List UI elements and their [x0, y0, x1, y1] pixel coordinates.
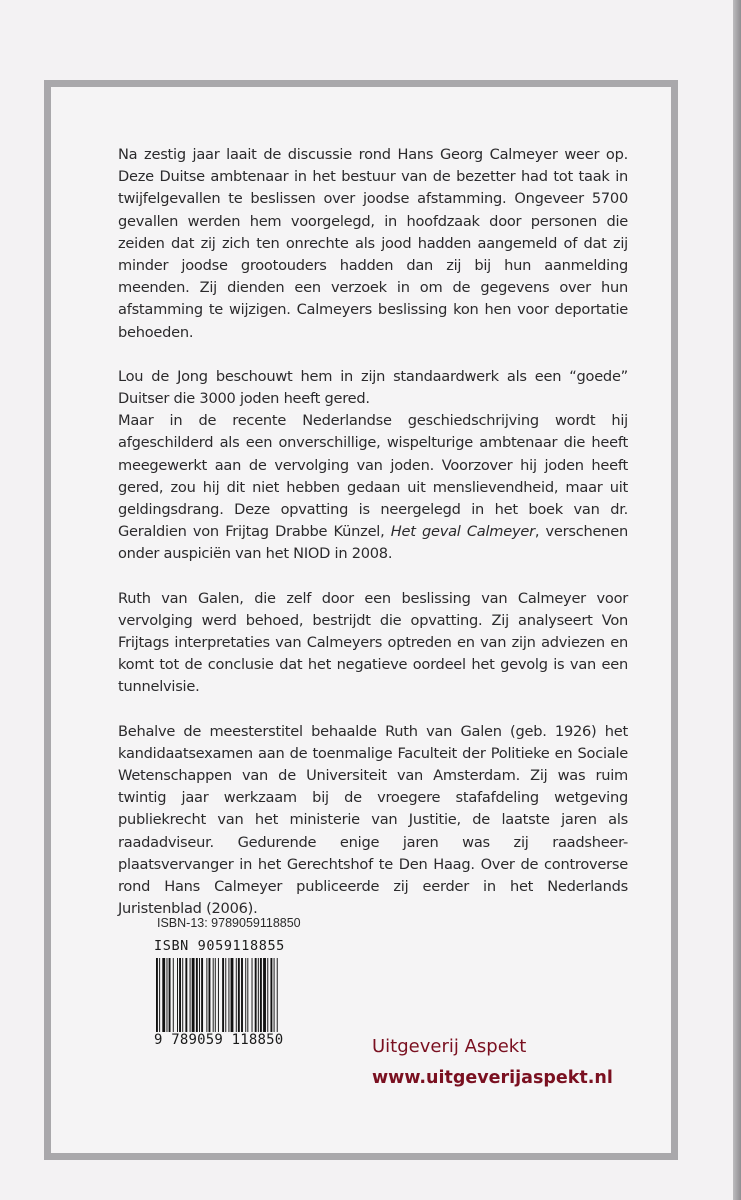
- barcode-bar: [245, 958, 246, 1032]
- barcode-bar: [260, 958, 262, 1032]
- barcode-bar: [225, 958, 226, 1032]
- barcode-bar: [277, 958, 278, 1032]
- barcode-bar: [190, 958, 191, 1032]
- barcode-bar: [169, 958, 171, 1032]
- barcode-bar: [231, 958, 234, 1032]
- barcode-bar: [247, 958, 248, 1032]
- publisher-website: www.uitgeverijaspekt.nl: [372, 1068, 613, 1088]
- barcode-bar: [167, 958, 168, 1032]
- barcode-bar: [179, 958, 181, 1032]
- blurb-paragraph-4: Behalve de meesterstitel behaalde Ruth van Galen (geb. 1926) het kandidaatsexamen aan de toenmalige Faculteit der Politieke en Sociale Wetenschappen van de Universiteit van Amsterdam. Zij was ruim twintig jaar werkzaam bij de vroegere stafafdeling wetgeving publiekrecht van het ministerie van Justitie, de laatste jaren als raadadviseur. Gedurende enige jaren was zij raadsheer- plaatsvervanger in het Gerechtshof te Den Haag. Over de controverse rond Hans Calmeyer publiceerde zij eerder in het Nederlands Juristenblad (2006).: [118, 722, 628, 918]
- barcode-bar: [196, 958, 198, 1032]
- barcode-bar: [185, 958, 187, 1032]
- isbn10-label: ISBN 9059118855: [154, 938, 285, 954]
- barcode-bar: [201, 958, 203, 1032]
- barcode-bar: [199, 958, 200, 1032]
- barcode-bar: [255, 958, 257, 1032]
- barcode-bar: [263, 958, 266, 1032]
- barcode-bar: [236, 958, 237, 1032]
- publisher-name: Uitgeverij Aspekt: [372, 1036, 527, 1057]
- barcode-bar: [162, 958, 165, 1032]
- barcode-bar: [215, 958, 216, 1032]
- book-edge: [733, 0, 741, 1200]
- barcode-bar: [228, 958, 229, 1032]
- barcode-bar: [267, 958, 268, 1032]
- barcode-bar: [206, 958, 207, 1032]
- blurb-paragraph-2b-end: , verschenen onder auspiciën van het NIOD in 2008.: [118, 523, 628, 563]
- barcode-icon: [154, 958, 309, 1034]
- blurb-paragraph-3: Ruth van Galen, die zelf door een beslissing van Calmeyer voor vervolging werd behoed, bestrijdt die opvatting. Zij analyseert Von Frijtags interpretaties van Calmeyers optreden en van zijn adviezen en komt tot de conclusie dat het negatieve oordeel het gevolg is van een tunnelvisie.: [118, 589, 628, 696]
- blurb-paragraph-2b: [118, 410, 628, 565]
- barcode-digits: 9 789059 118850: [154, 1032, 284, 1048]
- blurb-paragraph-2b-start: Maar in de recente Nederlandse geschiedschrijving wordt hij afgeschilderd als een onverschillige, wispelturige ambtenaar die heeft meegewerkt aan de vervolging van joden. Voorzover hij joden heeft gered, zou hij dit niet hebben gedaan uit menslievendheid, maar uit geldingsdrang. Deze opvatting is neergelegd in het boek van dr. Geraldien von Frijtag Drabbe Künzel,: [118, 412, 628, 541]
- barcode-bar: [177, 958, 178, 1032]
- barcode-bar: [241, 958, 243, 1032]
- blurb-text: [118, 144, 628, 943]
- barcode-bar: [252, 958, 253, 1032]
- barcode-bar: [209, 958, 211, 1032]
- blurb-paragraph-2a: Lou de Jong beschouwt hem in zijn standaardwerk als een “goede” Duitser die 3000 joden heeft gered.: [118, 367, 628, 408]
- barcode-bar: [238, 958, 240, 1032]
- barcode-bar: [159, 958, 160, 1032]
- barcode-bar: [218, 958, 219, 1032]
- blurb-paragraph-1: Na zestig jaar laait de discussie rond Hans Georg Calmeyer weer op. Deze Duitse ambtenaar in het bestuur van de bezetter had tot taak in twijfelgevallen te beslissen over joodse afstamming. Ongeveer 5700 gevallen werden hem voorgelegd, in hoofdzaak door personen die zeiden dat zij zich ten onrechte als jood hadden aangemeld of dat zij minder joodse grootouders hadden dan zij bij hun aanmelding meenden. Zij dienden een verzoek in om de gegevens over hun afstamming te wijzigen. Calmeyers beslissing kon hen voor deportatie behoeden.: [118, 146, 628, 341]
- isbn13-label: ISBN-13: 9789059118850: [157, 916, 301, 930]
- book-title-reference: Het geval Calmeyer: [390, 523, 535, 541]
- barcode-bar: [274, 958, 275, 1032]
- barcode-bar: [182, 958, 183, 1032]
- barcode-bar: [258, 958, 259, 1032]
- barcode-bar: [173, 958, 174, 1032]
- barcode-bar: [192, 958, 195, 1032]
- barcode-bar: [222, 958, 224, 1032]
- barcode-bar: [156, 958, 158, 1032]
- barcode-bar: [270, 958, 272, 1032]
- barcode-block: [154, 938, 309, 1050]
- barcode-bar: [213, 958, 214, 1032]
